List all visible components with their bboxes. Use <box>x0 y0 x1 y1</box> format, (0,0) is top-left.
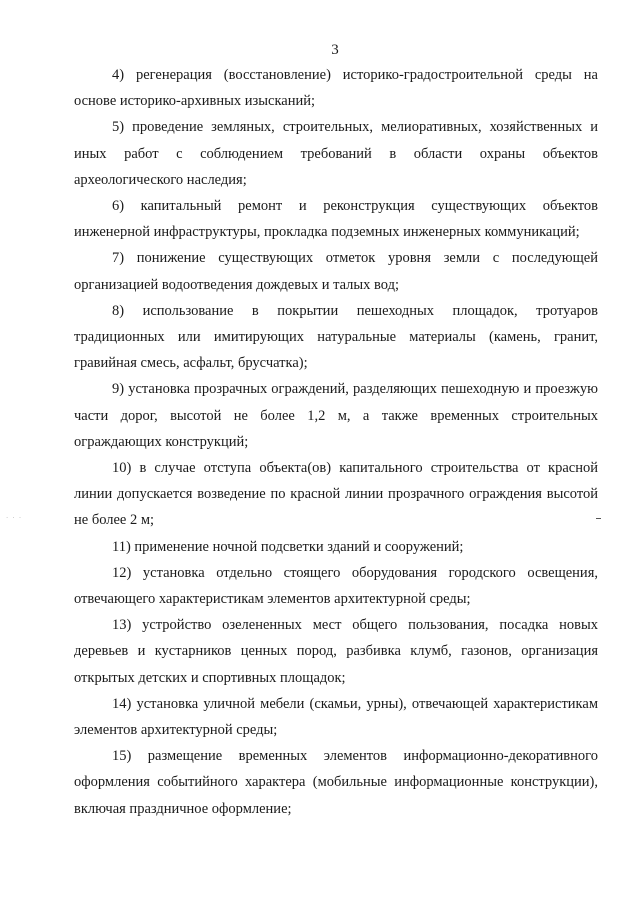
list-item-11: 11) применение ночной подсветки зданий и сооружений; <box>112 538 464 555</box>
list-item-8: 8) использование в покрытии пешеходных площадок, тротуаров традиционных или имитирующих натуральные материалы (камень, гранит, гравийная смесь, асфальт, брусчатка); <box>74 302 598 372</box>
page-number: 3 <box>331 42 339 58</box>
list-item-10: 10) в случае отступа объекта(ов) капитального строительства от красной линии допускается возведение по красной линии прозрачного ограждения высотой не более 2 м; <box>74 460 598 529</box>
document-body <box>74 62 598 822</box>
list-item-14: 14) установка уличной мебели (скамьи, урны), отвечающей характеристикам элементов архитектурной среды; <box>74 695 598 739</box>
list-item-6: 6) капитальный ремонт и реконструкция существующих объектов инженерной инфраструктуры, прокладка подземных инженерных коммуникаций; <box>74 198 598 241</box>
list-item-7: 7) понижение существующих отметок уровня земли с последующей организацией водоотведения дождевых и талых вод; <box>74 250 598 293</box>
list-item-5: 5) проведение земляных, строительных, мелиоративных, хозяйственных и иных работ с соблюдением требований в области охраны объектов археологического наследия; <box>74 119 598 188</box>
list-item-13: 13) устройство озелененных мест общего пользования, посадка новых деревьев и кустарников ценных пород, разбивка клумб, газонов, организация открытых детских и спортивных площадок; <box>74 617 598 686</box>
list-item-9: 9) установка прозрачных ограждений, разделяющих пешеходную и проезжую части дорог, высотой не более 1,2 м, а также временных строительных ограждающих конструкций; <box>74 381 598 450</box>
margin-scan-mark: · · · <box>6 514 23 522</box>
list-item-4: 4) регенерация (восстановление) историко-градостроительной среды на основе историко-архивных изысканий; <box>74 67 598 110</box>
list-item-12: 12) установка отдельно стоящего оборудования городского освещения, отвечающего характеристикам элементов архитектурной среды; <box>74 564 598 608</box>
list-item-15: 15) размещение временных элементов информационно-декоративного оформления событийного характера (мобильные информационные конструкции), включая праздничное оформление; <box>74 748 598 817</box>
